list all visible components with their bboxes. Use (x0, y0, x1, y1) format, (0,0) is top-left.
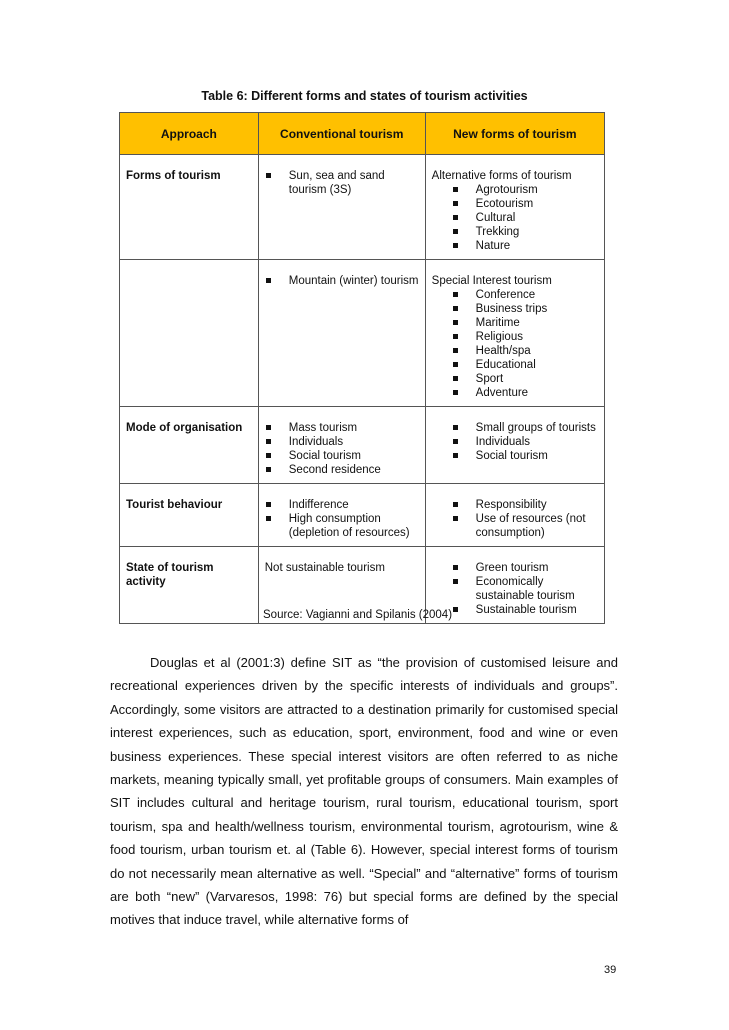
row-label: Tourist behaviour (120, 484, 259, 547)
list-item: Individuals (452, 435, 600, 449)
list-item: Business trips (452, 302, 600, 316)
category-intro: Alternative forms of tourism (431, 170, 572, 182)
list-item: Conference (452, 288, 600, 302)
list-item: Health/spa (452, 344, 600, 358)
body-paragraph (110, 651, 618, 932)
header-conventional: Conventional tourism (258, 113, 425, 155)
new-forms-cell (425, 260, 604, 407)
list-item: Religious (452, 330, 600, 344)
list-item: Nature (452, 239, 600, 253)
list-item: Sustainable tourism (452, 603, 600, 617)
list-item: Responsibility (452, 498, 600, 512)
list-item: Individuals (265, 435, 421, 449)
row-label: Forms of tourism (120, 155, 259, 260)
table-row (120, 484, 605, 547)
list-item: Mountain (winter) tourism (265, 274, 421, 288)
list-item: Sun, sea and sand tourism (3S) (265, 169, 421, 197)
table-header-row (120, 113, 605, 155)
new-forms-cell (425, 155, 604, 260)
list-item: Agrotourism (452, 183, 600, 197)
row-label: State of tourism activity (120, 547, 259, 624)
category-intro: Special Interest tourism (431, 275, 552, 287)
list-item: Economically sustainable tourism (452, 575, 600, 603)
list-item: Second residence (265, 463, 421, 477)
new-forms-cell (425, 547, 604, 624)
table-caption: Table 6: Different forms and states of tourism activities (201, 89, 528, 103)
header-new-forms: New forms of tourism (425, 113, 604, 155)
list-item: Educational (452, 358, 600, 372)
new-forms-cell (425, 407, 604, 484)
conventional-cell (258, 484, 425, 547)
list-item: Adventure (452, 386, 600, 400)
list-item: Small groups of tourists (452, 421, 600, 435)
header-approach: Approach (120, 113, 259, 155)
row-label: Mode of organisation (120, 407, 259, 484)
list-item: Cultural (452, 211, 600, 225)
list-item: Indifference (265, 498, 421, 512)
conventional-cell (258, 260, 425, 407)
list-item: Social tourism (265, 449, 421, 463)
table-row (120, 407, 605, 484)
table-source: Source: Vagianni and Spilanis (2004) (263, 609, 453, 621)
list-item: Ecotourism (452, 197, 600, 211)
conventional-cell (258, 155, 425, 260)
list-item: Social tourism (452, 449, 600, 463)
page-number: 39 (604, 964, 617, 976)
list-item: Green tourism (452, 561, 600, 575)
conventional-cell: Not sustainable tourism (258, 547, 425, 624)
paragraph-text: Douglas et al (2001:3) define SIT as “the provision of customised leisure and recreational experiences driven by the specific interests of individuals and groups”. Accordingly, some visitors are attracted to a destination primarily for customised special interest experiences, such as education, sport, environment, food and wine or even business experiences. These special interest visitors are often referred to as niche markets, meaning typically small, yet profitable groups of consumers. Main examples of SIT includes cultural and heritage tourism, rural tourism, educational tourism, sport tourism, spa and health/wellness tourism, environmental tourism, agrotourism, wine & food tourism, urban tourism et. al (Table 6). However, special interest forms of tourism do not necessarily mean alternative as well. “Special” and “alternative” forms of tourism are both “new” (Varvaresos, 1998: 76) but special forms are defined by the special motives that induce travel, while alternative forms of (110, 655, 618, 928)
table-row (120, 155, 605, 260)
row-label (120, 260, 259, 407)
new-forms-cell (425, 484, 604, 547)
tourism-forms-table (119, 112, 605, 624)
list-item: Mass tourism (265, 421, 421, 435)
list-item: Sport (452, 372, 600, 386)
table-row (120, 260, 605, 407)
list-item: Trekking (452, 225, 600, 239)
conventional-cell (258, 407, 425, 484)
list-item: Maritime (452, 316, 600, 330)
list-item: High consumption (depletion of resources) (265, 512, 421, 540)
list-item: Use of resources (not consumption) (452, 512, 600, 540)
